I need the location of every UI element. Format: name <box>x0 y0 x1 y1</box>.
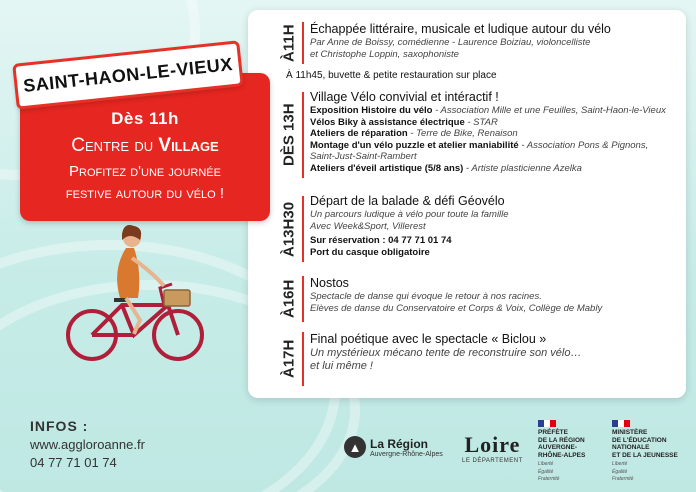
schedule-detail: Elèves de danse du Conservatoire et Corps & Voix, Collège de Mably <box>310 302 603 314</box>
schedule-content <box>310 22 682 60</box>
bike-basket <box>164 290 190 306</box>
loire-name: Loire <box>464 432 521 457</box>
ministere-line: DE L'ÉDUCATION <box>612 436 667 444</box>
schedule-block-1 <box>248 20 686 66</box>
prefecture-line: RHÔNE-ALPES <box>538 451 586 459</box>
schedule-detail: Avec Week&Sport, Villerest <box>310 220 426 232</box>
intro-start-time: Dès 11h <box>111 109 179 128</box>
prefecture-line: PRÉFÈTE <box>538 429 568 436</box>
schedule-divider <box>302 196 304 262</box>
schedule-detail: Par Anne de Boissy, comédienne - Laurence Boiziau, violoncelliste <box>310 37 591 48</box>
schedule-time: À16H <box>280 279 298 319</box>
loire-logo <box>462 432 523 464</box>
schedule-detail: Montage d'un vélo puzzle et atelier maniabilité - Association Pons & Pignons, <box>310 139 649 151</box>
prefecture-logo <box>538 420 585 484</box>
schedule-title: Final poétique avec le spectacle « Biclou » <box>310 332 547 346</box>
prefecture-line: DE LA RÉGION <box>538 436 585 444</box>
schedule-block-5 <box>248 330 686 388</box>
ministere-line: NATIONALE <box>612 444 650 451</box>
schedule-time: À17H <box>280 339 298 379</box>
schedule-divider <box>302 276 304 322</box>
schedule-content <box>310 90 682 174</box>
schedule-block-2 <box>248 90 686 180</box>
infos-block <box>30 418 145 470</box>
schedule-title: Échappée littéraire, musicale et ludique autour du vélo <box>310 22 611 36</box>
french-flag-icon <box>612 420 630 427</box>
loire-subtitle: LE DÉPARTEMENT <box>462 458 523 464</box>
region-icon: ▲ <box>344 436 366 458</box>
schedule-title: Départ de la balade & défi Géovélo <box>310 194 505 208</box>
region-subtitle: Auvergne-Rhône-Alpes <box>370 450 443 458</box>
schedule-detail: Un parcours ludique à vélo pour toute la famille <box>310 209 509 220</box>
intro-tagline-2: festive autour du vélo ! <box>65 185 225 202</box>
schedule-content <box>310 194 682 258</box>
cyclist-illustration <box>60 200 210 365</box>
devise-line: Égalité <box>612 468 628 475</box>
schedule-detail: Ateliers de réparation - Terre de Bike, Renaison <box>310 128 518 139</box>
intro-tagline-1: Profitez d'une journée <box>69 163 221 180</box>
schedule-time: DÈS 13H <box>280 103 298 167</box>
rider-dress <box>117 248 139 298</box>
schedule-block-3 <box>248 194 686 264</box>
schedule-block-4 <box>248 274 686 324</box>
devise-line: Fraternité <box>612 476 634 482</box>
devise-line: Liberté <box>538 461 554 467</box>
schedule-time: À11H <box>280 24 298 62</box>
phone-number: 04 77 71 01 74 <box>30 455 117 470</box>
ministere-line: MINISTÈRE <box>612 429 648 436</box>
schedule-divider <box>302 332 304 386</box>
region-name: La Région <box>370 436 429 451</box>
schedule-time: À13H30 <box>280 201 298 257</box>
devise-line: Fraternité <box>538 476 560 482</box>
schedule-detail: Exposition Histoire du vélo - Association Mille et une Feuilles, Saint-Haon-le-Vieux <box>310 105 666 116</box>
devise-line: Égalité <box>538 468 554 475</box>
schedule-divider <box>302 22 304 64</box>
schedule-detail: Un mystérieux mécano tente de reconstruire son vélo… <box>310 347 582 359</box>
schedule-detail: et Christophe Loppin, saxophoniste <box>310 48 459 60</box>
schedule-panel <box>248 10 686 398</box>
intro-location: Centre du Village <box>71 135 219 156</box>
schedule-content <box>310 276 682 314</box>
schedule-title: Village Vélo convivial et intéractif ! <box>310 90 499 104</box>
devise-line: Liberté <box>612 461 628 467</box>
schedule-divider <box>302 92 304 178</box>
reservation-phone: Sur réservation : 04 77 71 01 74 <box>310 235 452 246</box>
infos-title: INFOS : <box>30 418 89 434</box>
refreshment-note: À 11h45, buvette & petite restauration sur place <box>286 70 497 81</box>
helmet-notice: Port du casque obligatoire <box>310 246 430 258</box>
schedule-detail: et lui même ! <box>310 360 373 372</box>
schedule-content <box>310 332 682 373</box>
prefecture-line: AUVERGNE- <box>538 444 578 451</box>
schedule-detail: Vélos Biky à assistance électrique - STAR <box>310 116 498 128</box>
town-name: SAINT-HAON-LE-VIEUX <box>22 53 234 96</box>
schedule-detail: Ateliers d'éveil artistique (5/8 ans) - Artiste plasticienne Azelka <box>310 162 582 174</box>
schedule-title: Nostos <box>310 276 349 290</box>
region-logo <box>344 436 443 458</box>
website-link[interactable]: www.aggloroanne.fr <box>30 437 145 452</box>
schedule-detail: Spectacle de danse qui évoque le retour à nos racines. <box>310 291 542 302</box>
schedule-detail: Saint-Just-Saint-Rambert <box>310 151 417 162</box>
ministere-logo <box>612 420 678 484</box>
french-flag-icon <box>538 420 556 427</box>
ministere-line: ET DE LA JEUNESSE <box>612 451 678 459</box>
